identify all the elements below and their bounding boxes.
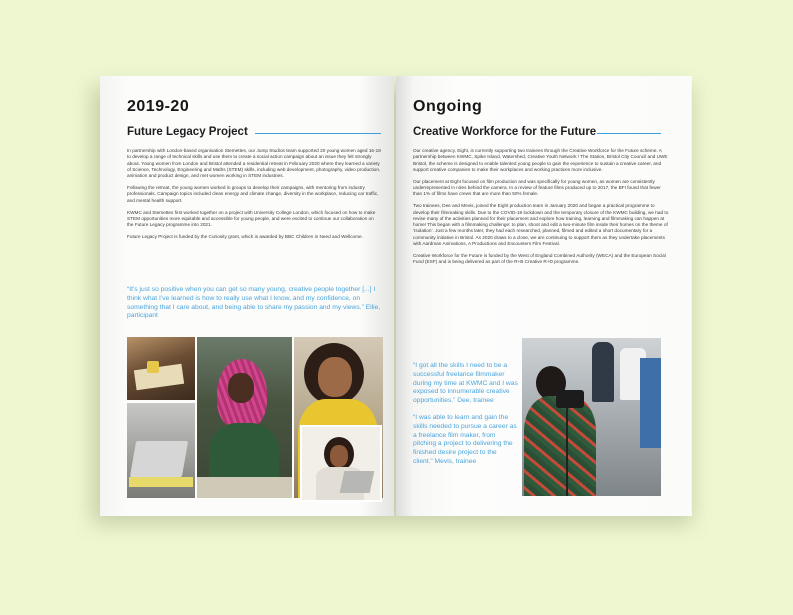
paragraph: Following the retreat, the young women worked in groups to develop their campaigns, with mentoring from industry professionals. Campaign topics included clean energy and climate change, diversity in the workplace, reducing car traffic, and mental health support. (127, 185, 379, 203)
page-stack-right (691, 82, 692, 512)
page-heading: Ongoing (413, 98, 483, 115)
section-subtitle: Creative Workforce for the Future (413, 126, 597, 138)
section-subtitle: Future Legacy Project (127, 126, 248, 138)
page-heading: 2019-20 (127, 98, 190, 115)
quote-text: “I was able to learn and gain the skills needed to pursue a career as a freelance film maker, from pitching a project to delivering the finished desire project to the client.” Mevis, trainee (413, 413, 517, 465)
right-page (396, 76, 692, 516)
pull-quote (127, 286, 383, 329)
quote-text: “I got all the skills I need to be a successful freelance filmmaker during my time at KWMC and I was exposed to innumerable creative opportunities.” Dee, trainee (413, 362, 518, 405)
paragraph: Our placement at Eight focused on film production and was specifically for young women, as women are consistently underrepresented in roles behind the camera. In a review of feature films produced up to 2017, the BFI found that fewer than 1% of films have crews that are more than 50% female. (413, 178, 661, 197)
paragraph: KWMC and Stemettes first worked together on a project with University College London, which focused on how to make STEM opportunities more equitable and accessible for young people, and were excited to continue our collaboration on the Future Legacy programme into 2021. (127, 209, 376, 228)
photo-inset-laptop (300, 425, 382, 502)
paragraph: In partnership with London-based organisation Stemettes, our Jump Studios team supported 20 young women aged 16-18 to develop a range of technical skills and use them to create a social action campaign about an issue they felt strongly about. Young women from London and Bristol attended a residential retreat in February 2020 where they learned a variety of Science, Technology, Engineering and Maths (STEM) skills, including web development, photography, video production, animation and product design, and met women working in STEM industries. (127, 148, 381, 179)
accent-rule (597, 133, 661, 134)
open-brochure (100, 76, 692, 518)
body-text (127, 148, 381, 246)
photo-participant-pink-braids (197, 337, 292, 498)
paragraph: Two trainees, Dee and Mevis, joined the Eight production team in January 2020 and began a practical programme to develop their filmmaking skills. Due to the COVID-19 lockdown and the temporary closure of the KWMC building, we had to revise many of the activities planned for their placement and explore how training, learning and filmmaking can happen at home! This began with a filmmaking challenge: to plan, shoot and edit a two-minute film inside their homes on the theme of ‘Isolation’. Just a few months later, they had each researched, planned, filmed and edited a short documentary for a community initiative in Bristol. As 2020 draws to a close, we are continuing to support them as they undertake placements with Aardman Animations, A Productions and Encounters Film Festival. (413, 203, 669, 247)
photo-trainee-filming (522, 338, 661, 496)
paragraph: Our creative agency, Eight, is currently supporting two trainees through the Creative Workforce for the Future scheme. A partnership between KWMC, Spike Island, Watershed, Creative Youth Network / The Station, Bristol City Council and UWE Bristol, the scheme is designed to enable talented young people to gain the experience to sustain a creative career, and support creative companies to make their workplaces and working practices more inclusive. (413, 148, 668, 172)
pull-quotes (413, 362, 518, 475)
accent-rule (255, 133, 381, 134)
paragraph: Future Legacy Project is funded by the Curiosity grant, which is awarded by BBC Children in Need and Wellcome. (127, 234, 363, 240)
body-text (413, 148, 671, 271)
quote-text: “It’s just so positive when you can get so many young, creative people together [...] I think what I’ve learned is how to really use what I know, and my confidence, on something that I care about, and being able to share my passion and my views.” Ellie, participant (127, 286, 381, 320)
left-page (100, 76, 394, 516)
photo-laptop (127, 403, 195, 498)
photo-workshop-table (127, 337, 195, 400)
paragraph: Creative Workforce for the Future is funded by the West of England Combined Authority (WECA) and the European Social Fund (ESF) and is being delivered as part of the R+B Creative R+D programme. (413, 252, 666, 265)
